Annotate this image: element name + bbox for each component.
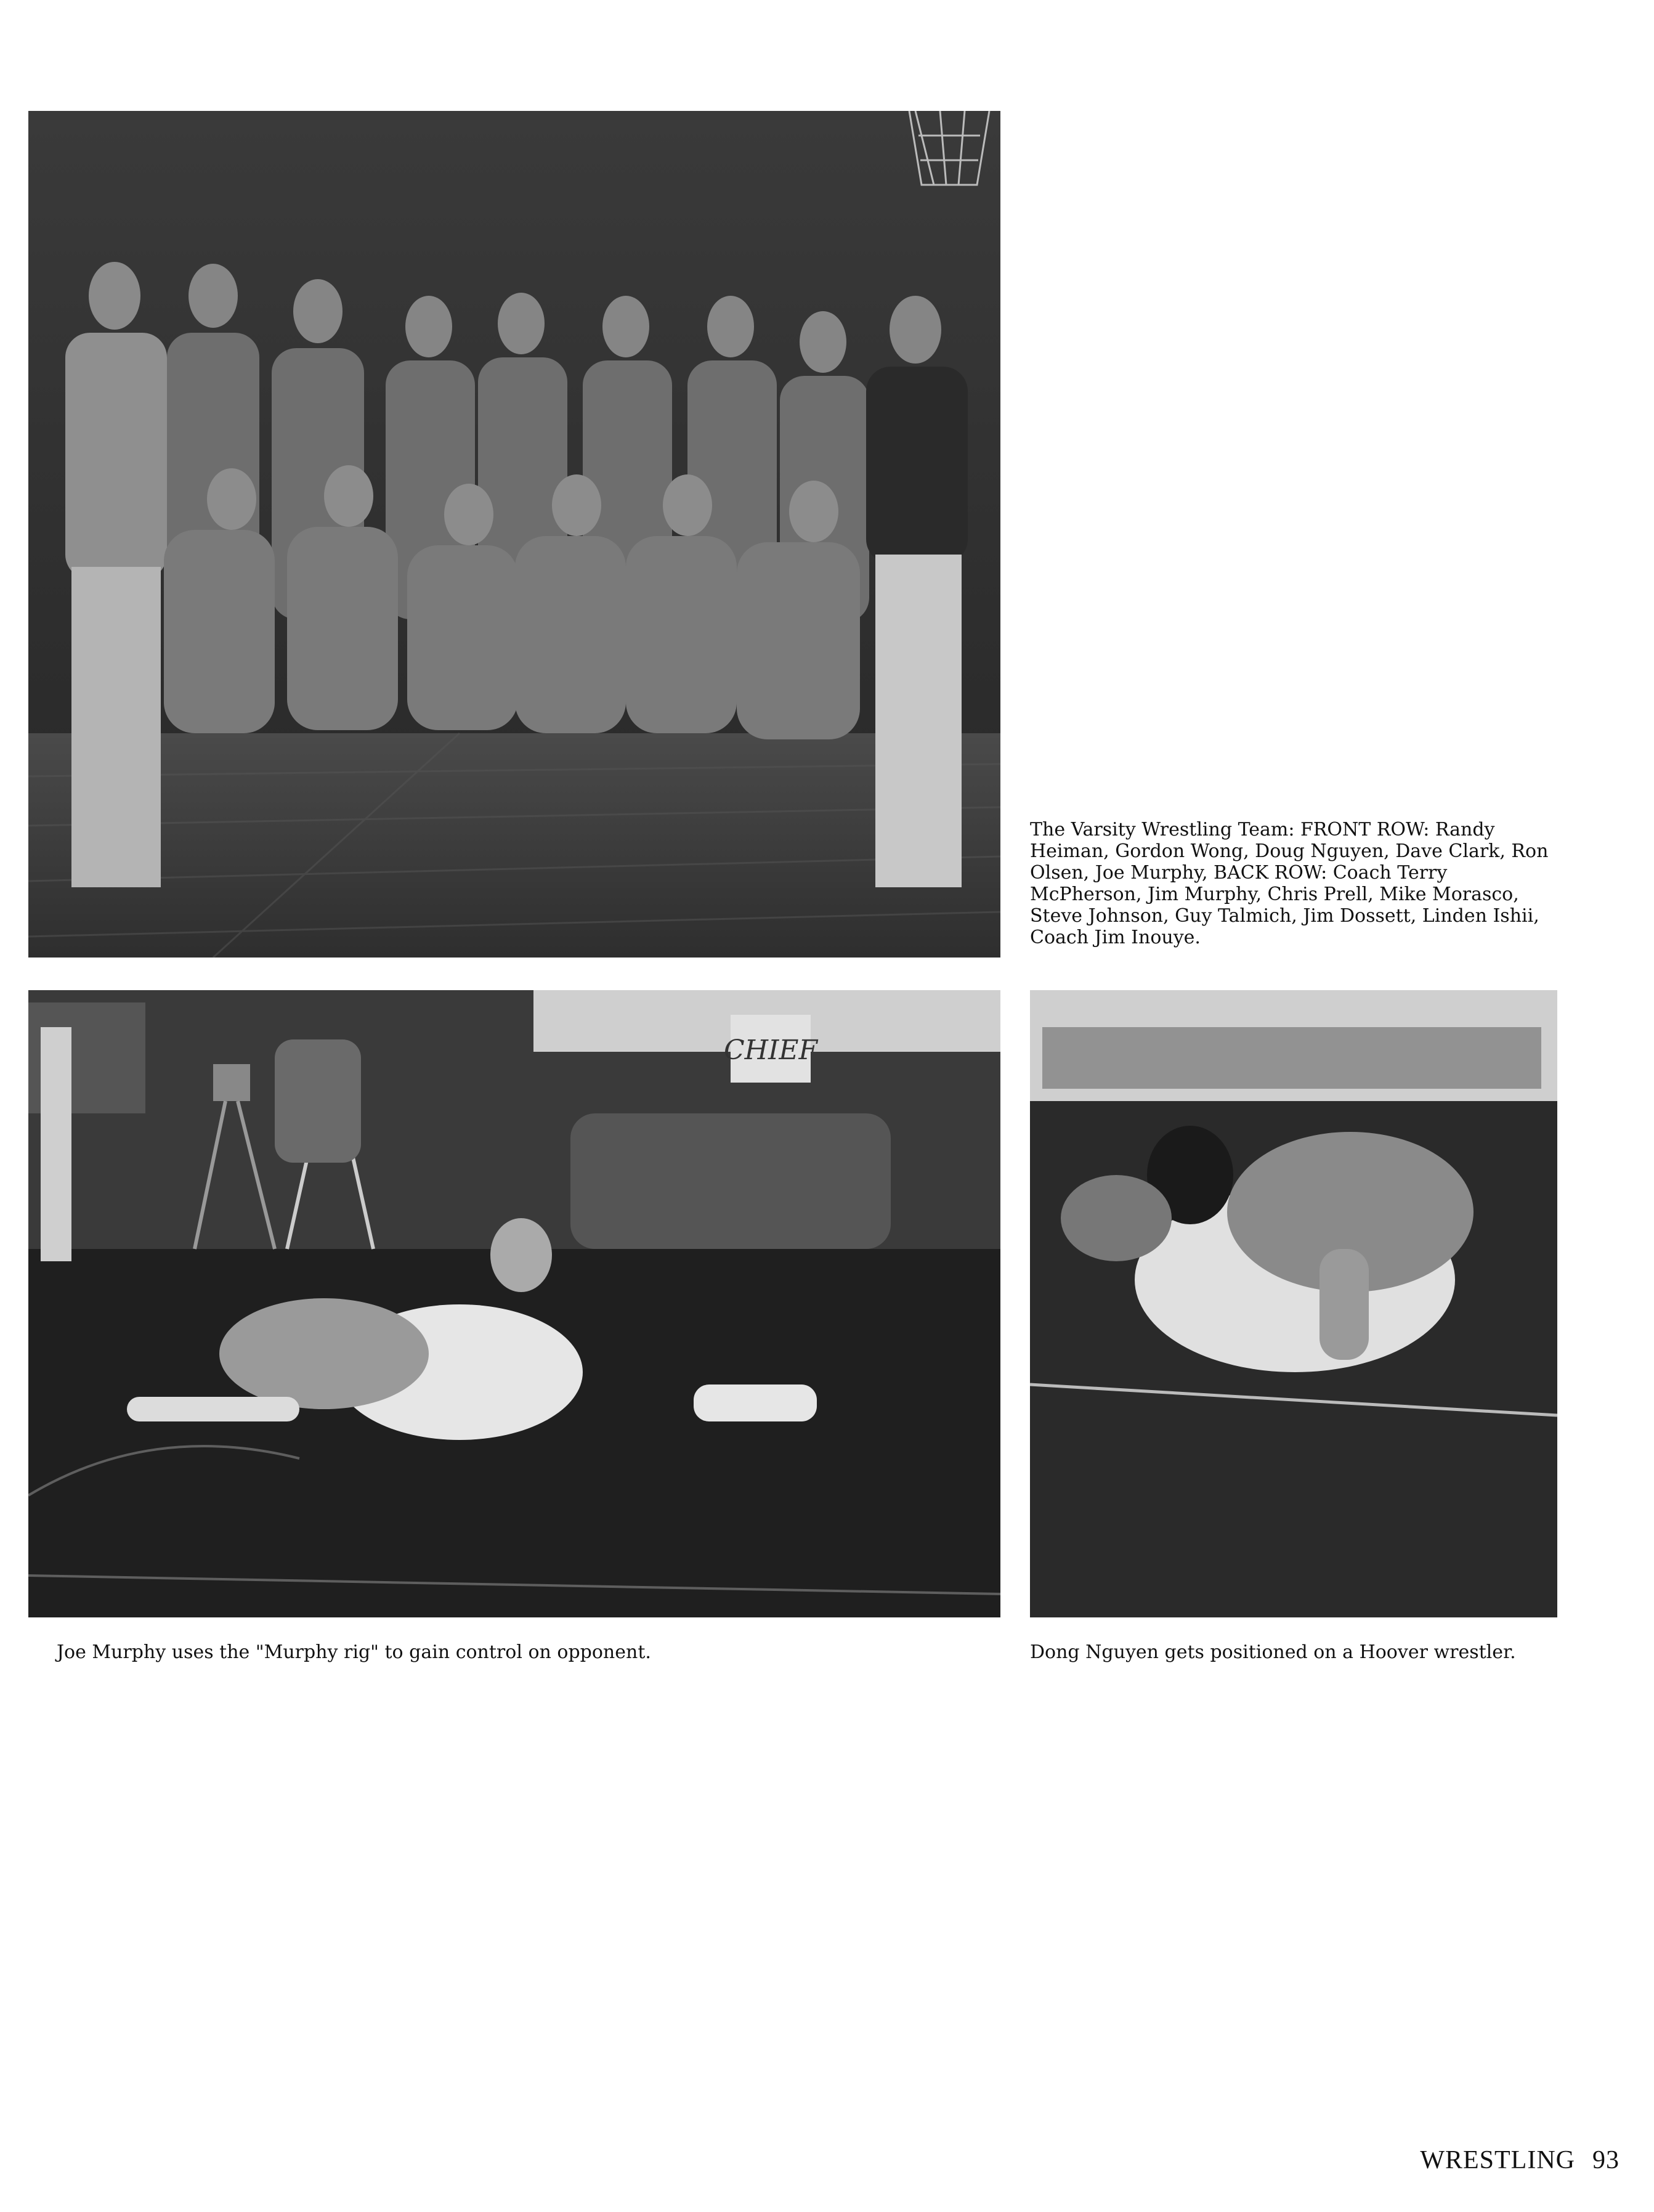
pin-photo <box>1030 990 1557 1617</box>
match-photo-caption: Joe Murphy uses the "Murphy rig" to gain control on opponent. <box>57 1641 651 1663</box>
chief-banner <box>724 1015 819 1083</box>
team-photo <box>28 111 1000 958</box>
page-number: 93 <box>1592 2146 1620 2174</box>
section-title: WRESTLING <box>1420 2146 1575 2174</box>
pin-photo-caption: Dong Nguyen gets positioned on a Hoover wrestler. <box>1030 1641 1516 1663</box>
team-photo-caption: The Varsity Wrestling Team: FRONT ROW: Randy Heiman, Gordon Wong, Doug Nguyen, Dave Clark, Ron Olsen, Joe Murphy, BACK ROW: Coach Terry McPherson, Jim Murphy, Chris Prell, Mike Morasco, Steve Johnson, Guy Talmich, Jim Dossett, Linden Ishii, Coach Jim Inouye. <box>1030 819 1549 948</box>
page-footer <box>1403 2145 1620 2175</box>
svg-text:CHIEF: CHIEF <box>723 1035 818 1066</box>
match-photo <box>28 990 1000 1617</box>
